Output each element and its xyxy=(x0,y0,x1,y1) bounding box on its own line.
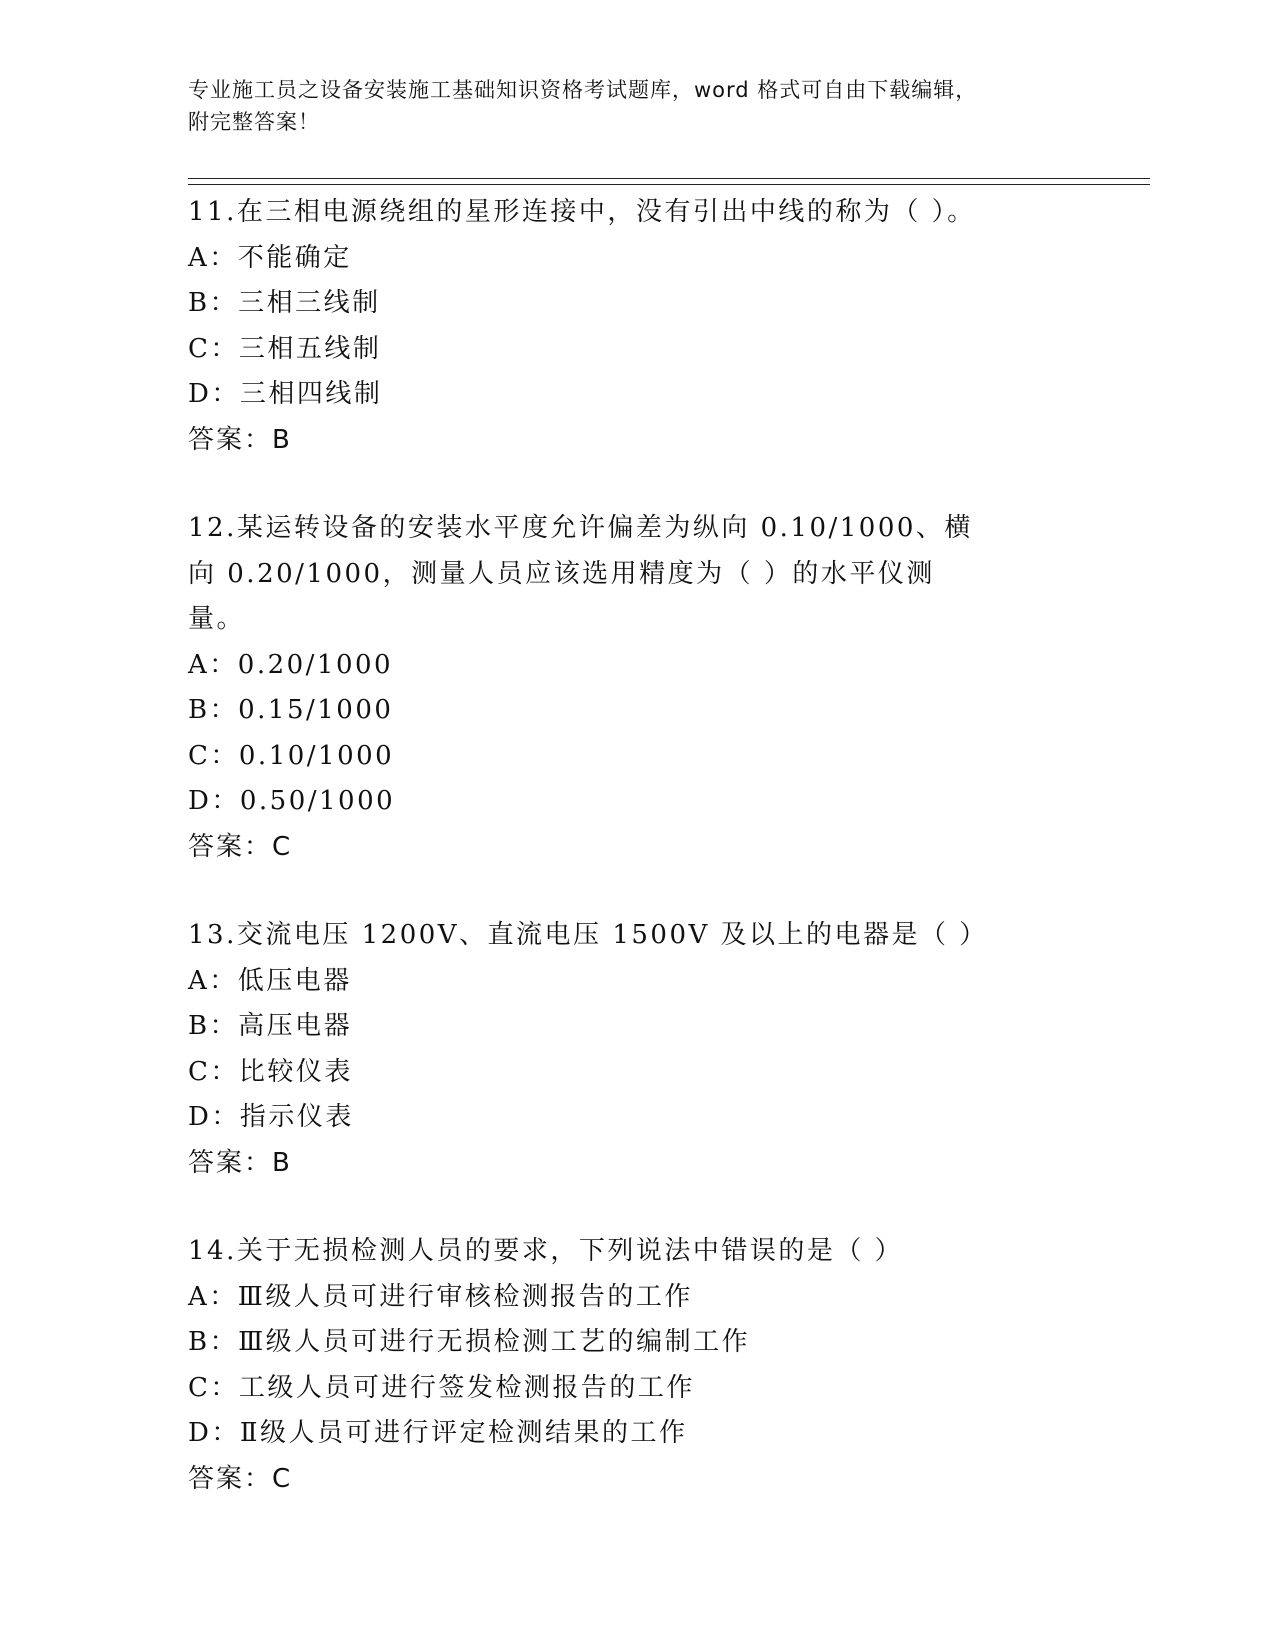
header-line-2: 附完整答案！ xyxy=(188,110,320,134)
header-divider-top xyxy=(188,178,1150,179)
document-header xyxy=(188,74,1088,138)
option-d: D：三相四线制 xyxy=(188,379,383,409)
option-c: C：0.10/1000 xyxy=(188,740,395,771)
option-a: A：低压电器 xyxy=(188,965,352,996)
question-13 xyxy=(188,913,1150,1186)
option-c: C：工级人员可进行签发检测报告的工作 xyxy=(188,1372,695,1403)
question-11 xyxy=(188,190,1150,463)
answer-line: 答案：B xyxy=(188,1147,292,1178)
header-line-1: 专业施工员之设备安装施工基础知识资格考试题库，word 格式可自由下载编辑， xyxy=(188,78,978,102)
option-a: A：0.20/1000 xyxy=(188,649,394,680)
answer-line: 答案：C xyxy=(188,1463,293,1494)
answer-line: 答案：B xyxy=(188,424,292,455)
question-stem: 13.交流电压 1200V、直流电压 1500V 及以上的电器是（ ） xyxy=(188,920,988,950)
option-d: D：0.50/1000 xyxy=(188,786,396,816)
option-d: D：指示仪表 xyxy=(188,1102,354,1132)
option-c: C：比较仪表 xyxy=(188,1056,353,1087)
option-a: A：不能确定 xyxy=(188,242,352,273)
answer-line: 答案：C xyxy=(188,831,293,862)
question-12 xyxy=(188,506,1150,870)
option-d: D：Ⅱ级人员可进行评定检测结果的工作 xyxy=(188,1418,688,1448)
option-b: B：Ⅲ级人员可进行无损检测工艺的编制工作 xyxy=(188,1327,751,1357)
question-list xyxy=(188,190,1150,1545)
question-stem: 11.在三相电源绕组的星形连接中，没有引出中线的称为（ ）。 xyxy=(188,197,976,227)
option-b: B：0.15/1000 xyxy=(188,695,394,725)
option-b: B：高压电器 xyxy=(188,1011,353,1041)
option-c: C：三相五线制 xyxy=(188,333,382,364)
question-stem: 12.某运转设备的安装水平度允许偏差为纵向 0.10/1000、横向 0.20/1000，测量人员应该选用精度为（ ）的水平仪测量。 xyxy=(188,513,973,634)
option-a: A：Ⅲ级人员可进行审核检测报告的工作 xyxy=(188,1281,693,1312)
question-stem: 14.关于无损检测人员的要求，下列说法中错误的是（ ） xyxy=(188,1236,904,1266)
question-14 xyxy=(188,1229,1150,1502)
header-divider-bottom xyxy=(188,184,1150,185)
option-b: B：三相三线制 xyxy=(188,288,381,318)
